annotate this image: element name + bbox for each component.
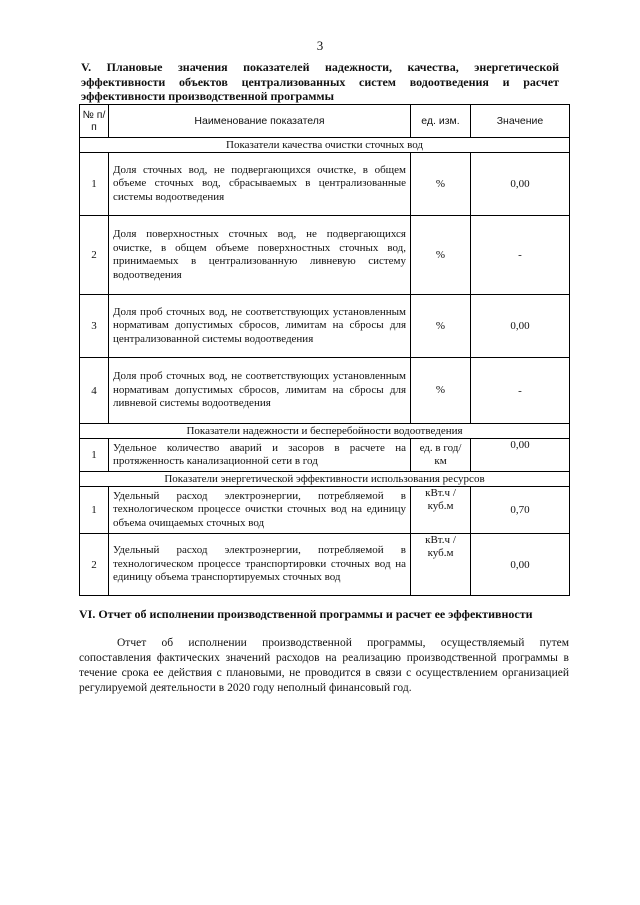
row-name: Удельный расход электроэнергии, потребляемой в технологическом процессе транспортировки сточных вод на единицу объема транспортируемых сточных вод [109,534,411,596]
table-row [80,439,570,472]
row-num: 4 [80,358,109,424]
table-header-row [80,105,570,138]
row-name: Доля поверхностных сточных вод, не подвергающихся очистке, в общем объеме поверхностных сточных вод, принимаемых в централизованную ливневую систему водоотведения [109,216,411,295]
section-6-paragraph: Отчет об исполнении производственной программы, осуществляемый путем сопоставления фактических значений расходов на реализацию производственной программы в течение срока ее действия с плановыми, не проводится в связи с осуществлением организацией регулируемой деятельности в 2020 году неполный финансовый год. [79,637,569,694]
group-title-reliability: Показатели надежности и бесперебойности водоотведения [80,424,570,439]
row-value: 0,00 [471,295,570,358]
table-row [80,358,570,424]
row-value: 0,00 [471,439,570,472]
header-name: Наименование показателя [109,105,411,138]
table-row [80,153,570,216]
group-row [80,424,570,439]
row-name: Доля проб сточных вод, не соответствующих установленным нормативам допустимых сбросов, лимитам на сбросы для ливневой системы водоотведения [109,358,411,424]
row-num: 1 [80,439,109,472]
row-unit: % [411,153,471,216]
row-value: 0,00 [471,153,570,216]
section-6-title: VI. Отчет об исполнении производственной программы и расчет ее эффективности [79,607,533,621]
header-unit: ед. изм. [411,105,471,138]
section-5-title: V. Плановые значения показателей надежности, качества, энергетической эффективности объектов централизованных систем водоотведения и расчет эффективности производственной программы [81,60,559,103]
row-unit: % [411,295,471,358]
row-num: 2 [80,534,109,596]
header-num: № п/п [80,105,109,138]
row-value: 0,70 [471,487,570,534]
table-row [80,295,570,358]
header-value: Значение [471,105,570,138]
row-unit: ед. в год/ км [411,439,471,472]
row-num: 1 [80,153,109,216]
indicators-table [79,104,570,596]
page-number: 3 [316,38,324,53]
row-name: Доля проб сточных вод, не соответствующих установленным нормативам допустимых сбросов, лимитам на сбросы для централизованной системы водоотведения [109,295,411,358]
group-row [80,472,570,487]
row-value: - [471,216,570,295]
table-row [80,487,570,534]
table-row [80,216,570,295]
row-name: Удельный расход электроэнергии, потребляемой в технологическом процессе очистки сточных вод на единицу объема очищаемых сточных вод [109,487,411,534]
row-unit: % [411,358,471,424]
row-value: 0,00 [471,534,570,596]
group-row [80,138,570,153]
row-unit: % [411,216,471,295]
row-name: Удельное количество аварий и засоров в расчете на протяженность канализационной сети в год [109,439,411,472]
group-title-energy: Показатели энергетической эффективности использования ресурсов [80,472,570,487]
row-value: - [471,358,570,424]
row-unit: кВт.ч / куб.м [411,534,471,596]
group-title-quality: Показатели качества очистки сточных вод [80,138,570,153]
row-num: 1 [80,487,109,534]
table-row [80,534,570,596]
row-num: 3 [80,295,109,358]
row-num: 2 [80,216,109,295]
row-unit: кВт.ч / куб.м [411,487,471,534]
row-name: Доля сточных вод, не подвергающихся очистке, в общем объеме сточных вод, сбрасываемых в централизованные системы водоотведения [109,153,411,216]
